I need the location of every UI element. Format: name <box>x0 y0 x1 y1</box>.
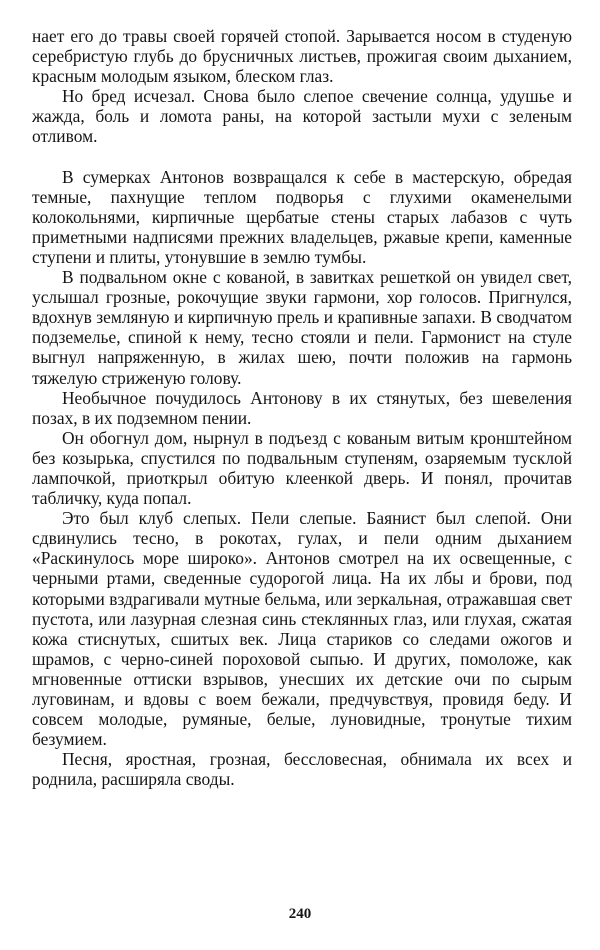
paragraph: Это был клуб слепых. Пели слепые. Баянист был слепой. Они сдвинулись тесно, в рокотах, гулах, и пели одним дыханием «Раскинулось море широко». Антонов смотрел на их освещенные, с черными ртами, сведенные судорогой лица. На их лбы и брови, под которыми вздрагивали мутные бельма, или зеркальная, отражавшая свет пустота, или лазурная слезная синь стеклянных глаз, или глухая, сжатая кожа стиснутых, сшитых век. Лица стариков со следами ожогов и шрамов, с черно-синей пороховой сыпью. И других, помоложе, как мгновенные оттиски взрывов, унесших их детские очи по сырым луговинам, и вдовы с воем бежали, предчувствуя, провидя беду. И совсем молодые, румяные, белые, луновидные, тронутые тихим безумием. <box>32 508 572 750</box>
paragraph: В сумерках Антонов возвращался к себе в мастерскую, обредая темные, пахнущие теплом подворья с глухими окаменелыми колокольнями, кирпичные щербатые стены старых лабазов с чуть приметными надписями прежних владельцев, ржавые крепи, каменные ступени и плиты, утонувшие в землю тумбы. <box>32 166 572 267</box>
paragraph: В подвальном окне с кованой, в завитках решеткой он увидел свет, услышал грозные, рокочущие звуки гармони, хор голосов. Пригнулся, вдохнув земляную и кирпичную прель и крапивные запахи. В сводчатом подземелье, спиной к нему, тесно стояли и пели. Гармонист на стуле выгнул напряженную, в жилах шею, почти положив на гармонь тяжелую стриженую голову. <box>32 267 572 388</box>
paragraph: Необычное почудилось Антонову в их стянутых, без шевеления позах, в их подземном пении. <box>32 387 572 428</box>
paragraph: нает его до травы своей горячей стопой. Зарывается носом в студеную серебристую глубь до брусничных листьев, прожигая своим дыханием, красным молодым языком, блеском глаз. <box>32 26 572 87</box>
section-break <box>32 147 572 167</box>
page-body <box>32 26 572 789</box>
paragraph: Но бред исчезал. Снова было слепое свечение солнца, удушье и жажда, боль и ломота раны, на которой застыли мухи с зеленым отливом. <box>32 86 572 147</box>
page-number: 240 <box>288 906 312 922</box>
paragraph: Песня, яростная, грозная, бессловесная, обнимала их всех и роднила, расширяла своды. <box>32 749 572 790</box>
paragraph: Он обогнул дом, нырнул в подъезд с кованым витым кронштейном без козырька, спустился по подвальным ступеням, озаряемым тусклой лампочкой, приоткрыл обитую клеенкой дверь. И понял, прочитав табличку, куда попал. <box>32 427 572 509</box>
